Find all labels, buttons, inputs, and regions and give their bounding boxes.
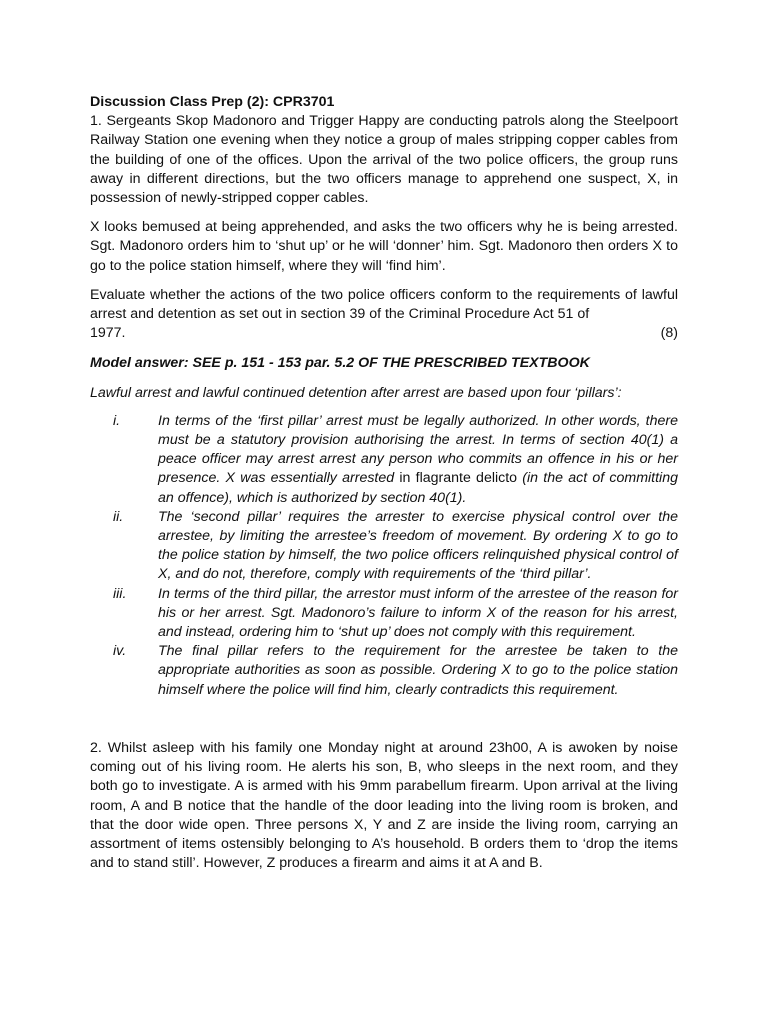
question-1-paragraph-2: X looks bemused at being apprehended, and asks the two officers why he is being arrested. Sgt. Madonoro orders him to ‘shut up’ or he will ‘donner’ him. Sgt. Madonoro then orders X to go to the police station himself, where they will ‘find him’. bbox=[90, 219, 678, 274]
pillar-text: The final pillar refers to the requirement for the arrestee be taken to the appropriate authorities as soon as possible. Ordering X to go to the police station himself where the police will find him, clearly contradicts this requirement. bbox=[158, 643, 678, 698]
pillars-list bbox=[90, 412, 678, 700]
pillar-number: iii. bbox=[113, 585, 127, 602]
question-2-paragraph-1: 2. Whilst asleep with his family one Monday night at around 23h00, A is awoken by noise coming out of his living room. He alerts his son, B, who sleeps in the next room, and they both go to investigate. A is armed with his 9mm parabellum firearm. Upon arrival at the living room, A and B notice that the handle of the door leading into the living room is broken, and that the door wide open. Three persons X, Y and Z are inside the living room, carrying an assortment of items ostensibly belonging to A’s household. B orders them to ‘drop the items and to stand still’. However, Z produces a firearm and aims it at A and B. bbox=[90, 739, 678, 872]
question-1-marks: (8) bbox=[660, 325, 678, 342]
model-answer-heading: Model answer: SEE p. 151 - 153 par. 5.2 OF THE PRESCRIBED TEXTBOOK bbox=[90, 355, 590, 372]
pillar-number: iv. bbox=[113, 643, 127, 660]
pillar-text: In terms of the third pillar, the arrestor must inform of the arrestee of the reason for his or her arrest. Sgt. Madonoro’s failure to inform X of the reason for his arrest, and instead, ordering him to ‘shut up’ does not comply with this requirement. bbox=[158, 585, 678, 641]
pillar-text-part: (in the act of committing an offence), which is authorized by section 40(1). bbox=[158, 470, 678, 506]
pillar-item bbox=[90, 585, 678, 643]
question-1-prompt-end: 1977. bbox=[90, 325, 126, 342]
document-page bbox=[90, 93, 678, 873]
question-1-paragraph-1: 1. Sergeants Skop Madonoro and Trigger Happy are conducting patrols along the Steelpoort Railway Station one evening when they notice a group of males stripping copper cables from the building of one of the offices. Upon the arrival of the two police officers, the group runs away in different directions, but the two officers manage to apprehend one suspect, X, in possession of newly-stripped copper cables. bbox=[90, 113, 678, 207]
pillar-item bbox=[90, 412, 678, 508]
model-answer-intro: Lawful arrest and lawful continued detention after arrest are based upon four ‘pillars’: bbox=[90, 384, 622, 401]
pillar-text bbox=[158, 412, 678, 508]
pillar-text: The ‘second pillar’ requires the arrester to exercise physical control over the arrestee, by limiting the arrestee’s freedom of movement. By ordering X to go to the police station by himself, the two police officers relinquished physical control of X, and do not, therefore, comply with requirements of the ‘third pillar’. bbox=[158, 508, 678, 583]
question-1-prompt: Evaluate whether the actions of the two police officers conform to the requirements of lawful arrest and detention as set out in section 39 of the Criminal Procedure Act 51 of bbox=[90, 286, 678, 323]
pillar-number: i. bbox=[113, 412, 121, 429]
question-1-paragraph-3 bbox=[90, 286, 678, 344]
pillar-item bbox=[90, 642, 678, 700]
pillar-item bbox=[90, 508, 678, 585]
document-title: Discussion Class Prep (2): CPR3701 bbox=[90, 94, 335, 110]
latin-phrase: in flagrante delicto bbox=[394, 470, 523, 487]
pillar-number: ii. bbox=[113, 508, 124, 525]
question-1-marks-line bbox=[90, 324, 678, 343]
pillar-text-part: In terms of the ‘first pillar’ arrest must be legally authorized. In other words, there must be a statutory provision authorising the arrest. In terms of section 40(1) a peace officer may arrest arrest any person who commits an offence in his or her presence. X was essentially arrested bbox=[158, 412, 678, 487]
